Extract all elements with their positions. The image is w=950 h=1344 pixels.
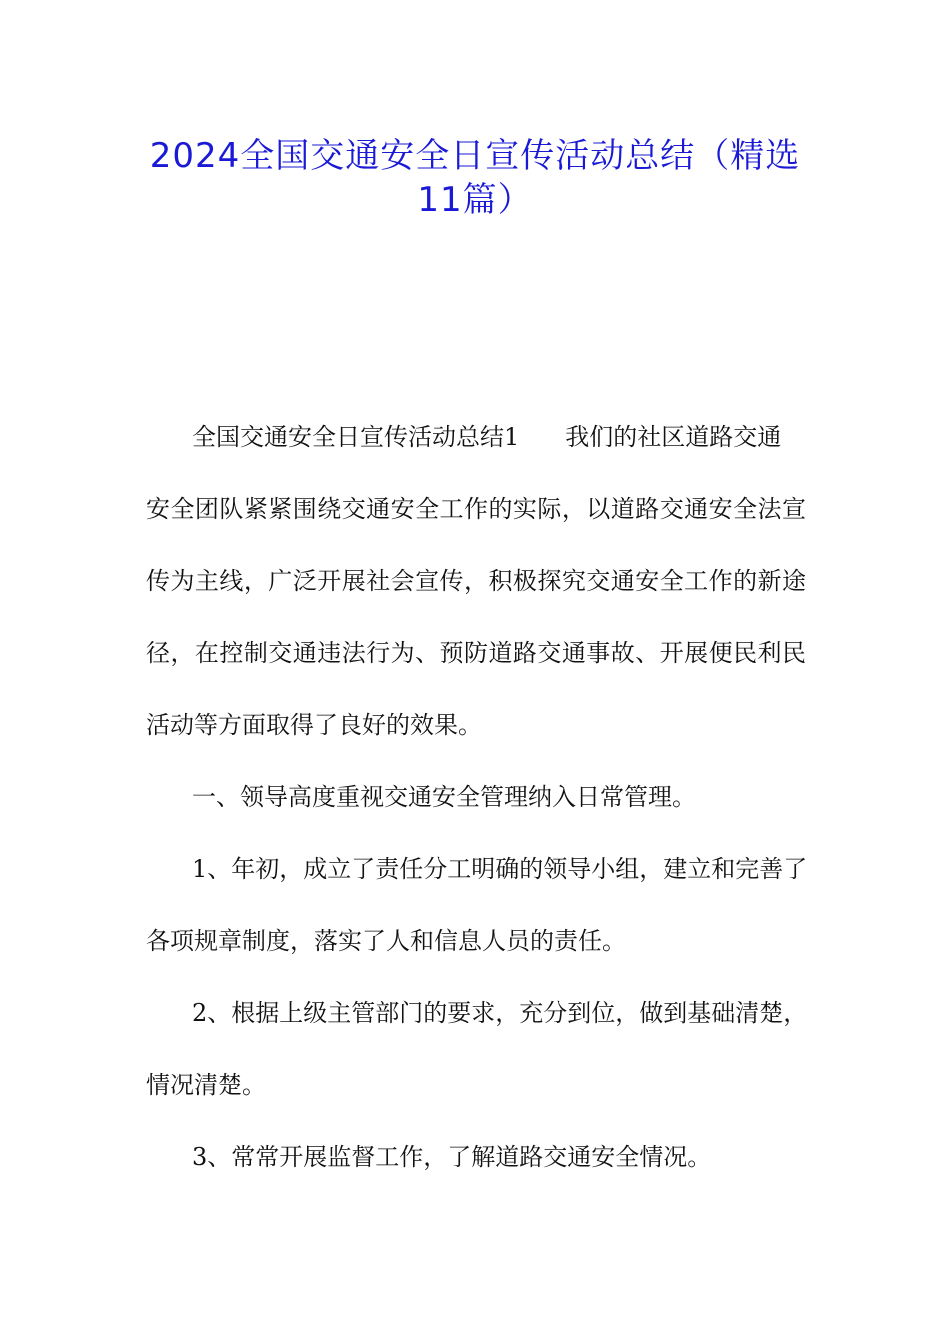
paragraph-1-line-4: 径，在控制交通违法行为、预防道路交通事故、开展便民利民 [146,639,806,667]
paragraph-4-line-1: 2、根据上级主管部门的要求，充分到位，做到基础清楚， [192,999,808,1027]
paragraph-1-line-1 [192,422,781,452]
paragraph-3-line-2: 各项规章制度，落实了人和信息人员的责任。 [146,927,626,955]
paragraph-3-line-1: 1、年初，成立了责任分工明确的领导小组，建立和完善了 [192,855,808,883]
paragraph-1-line-3: 传为主线，广泛开展社会宣传，积极探究交通安全工作的新途 [146,567,806,595]
paragraph-text: 我们的社区道路交通 [565,423,782,451]
paragraph-4-line-2: 情况清楚。 [146,1071,266,1099]
paragraph-1-line-5: 活动等方面取得了良好的效果。 [146,711,482,739]
paragraph-1-line-2: 安全团队紧紧围绕交通安全工作的实际，以道路交通安全法宣 [146,495,806,523]
document-title-line-2: 11篇） [417,180,533,220]
paragraph-2-line-1: 一、领导高度重视交通安全管理纳入日常管理。 [192,783,696,811]
document-title-line-1: 2024全国交通安全日宣传活动总结（精选 [149,136,801,176]
section-heading: 全国交通安全日宣传活动总结1 [192,423,520,451]
paragraph-5-line-1: 3、常常开展监督工作，了解道路交通安全情况。 [192,1143,712,1171]
